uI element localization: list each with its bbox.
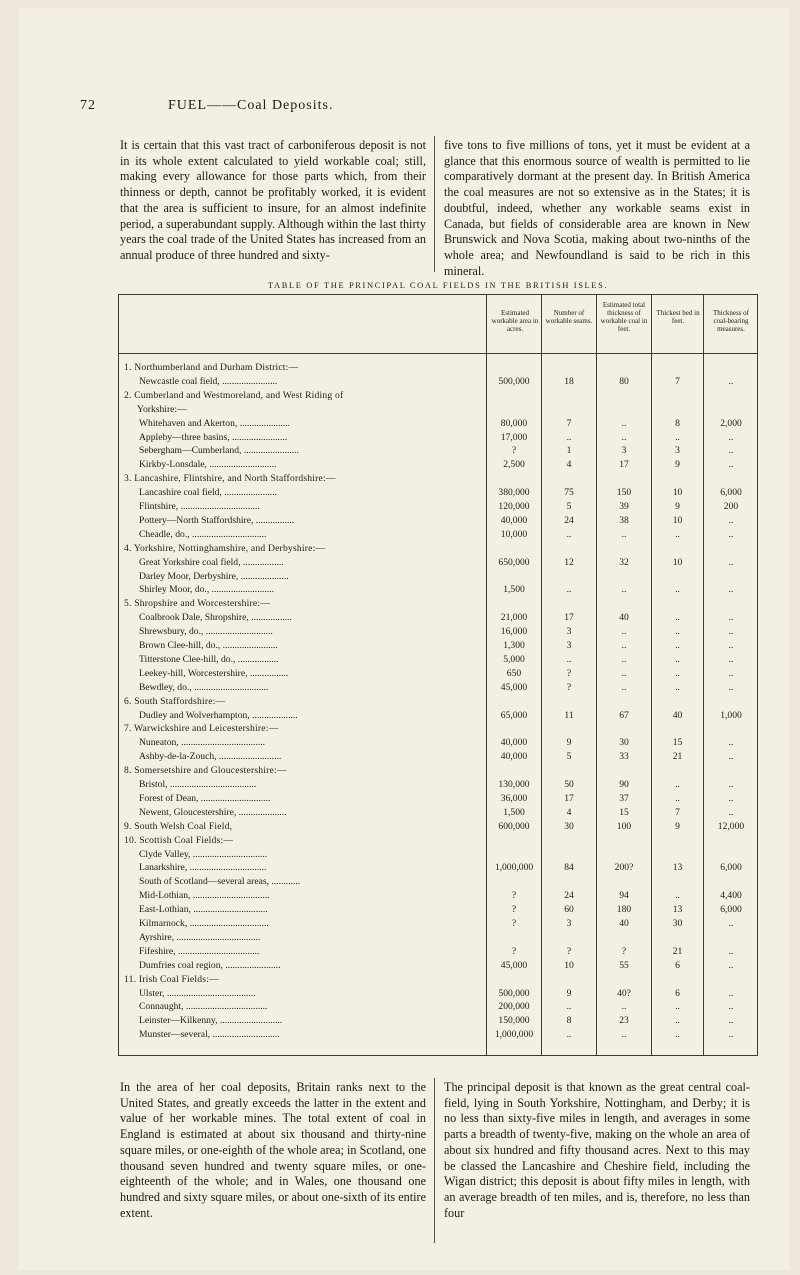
- row-value: 1,500: [503, 806, 525, 818]
- row-value: ..: [621, 653, 627, 665]
- table-header-rule: [119, 353, 757, 354]
- row-label: 7. Warwickshire and Leicestershire:—: [124, 723, 279, 735]
- row-value: 40,000: [500, 514, 528, 526]
- row-value: 7: [675, 375, 680, 387]
- row-value: 24: [564, 890, 574, 902]
- row-value: ..: [728, 806, 734, 818]
- row-value: 21,000: [500, 612, 528, 624]
- row-value: ..: [621, 431, 627, 443]
- row-value: 650: [506, 667, 522, 679]
- table-row: [119, 444, 757, 457]
- table-row: [119, 848, 757, 861]
- table-row: [119, 514, 757, 527]
- row-value: 18: [564, 375, 574, 387]
- row-value: 21: [672, 751, 683, 763]
- row-value: 5,000: [503, 653, 525, 665]
- header-coal-measures: Thickness of coal-bearing measures.: [713, 309, 749, 333]
- row-value: ..: [728, 945, 734, 957]
- row-value: 45,000: [500, 681, 528, 693]
- table-row: [119, 500, 757, 513]
- row-value: 17: [564, 792, 574, 804]
- row-value: 3: [566, 640, 572, 651]
- row-value: 2,500: [503, 459, 525, 471]
- table-row: [119, 1000, 757, 1013]
- table-row: [119, 681, 757, 694]
- row-value: 33: [619, 751, 629, 763]
- row-value: 200,000: [498, 1001, 530, 1013]
- header-total-thickness: Estimated total thickness of workable coal in feet.: [600, 301, 648, 333]
- row-value: ..: [675, 792, 680, 804]
- row-value: 6: [675, 987, 680, 999]
- row-value: 45,000: [500, 959, 528, 971]
- row-value: ..: [728, 1015, 734, 1027]
- row-value: ?: [511, 945, 517, 957]
- row-value: 80,000: [500, 417, 528, 429]
- row-value: 6,000: [720, 487, 742, 499]
- table-row: [119, 778, 757, 791]
- row-value: 1,300: [503, 640, 525, 651]
- table-row: [119, 764, 757, 777]
- table-row: [119, 597, 757, 610]
- row-value: 650,000: [498, 556, 530, 568]
- row-value: ..: [728, 459, 734, 471]
- row-label: Shrewsbury, do., ............................: [139, 626, 273, 638]
- row-value: 84: [564, 862, 574, 874]
- row-value: 36,000: [500, 792, 528, 804]
- row-value: ..: [728, 779, 734, 790]
- row-value: 10: [672, 514, 683, 526]
- row-label: Dudley and Wolverhampton, ...................: [139, 709, 298, 721]
- table-row: [119, 625, 757, 638]
- row-value: 67: [619, 709, 629, 721]
- row-label: Leinster—Kilkenny, ..........................: [139, 1015, 283, 1027]
- row-value: ..: [728, 918, 734, 929]
- header-area: Estimated workable area in acres.: [491, 309, 539, 333]
- table-row: [119, 417, 757, 430]
- row-value: 6,000: [720, 904, 742, 916]
- row-value: 3: [566, 918, 572, 929]
- row-value: 10: [564, 959, 574, 971]
- table-row: [119, 834, 757, 847]
- table-row: [119, 750, 757, 763]
- row-label: East-Lothian, ...............................: [139, 904, 268, 916]
- row-value: 5: [566, 501, 572, 512]
- running-head: [80, 98, 770, 120]
- row-value: 16,000: [500, 626, 528, 638]
- row-value: 8: [675, 417, 680, 429]
- row-value: ?: [511, 445, 517, 457]
- row-value: ..: [621, 1001, 627, 1013]
- bottom-right-paragraph: The principal deposit is that known as the great central coal-field, lying in South Yorkshire, Nottingham, and Derby; it is no less than sixty-five miles in length, and averages in some parts a breadth of twenty-five, making on the whole an area of about six hundred and fifty thousand acres. Next to this may be classed the Lancashire and Cheshire field, including the Wigan district; this deposit is about fifty miles in length, with an average breadth of ten miles, and is, therefore, no less than four: [444, 1080, 750, 1220]
- row-value: 7: [675, 806, 680, 818]
- row-value: ..: [566, 1029, 572, 1041]
- row-value: 40?: [617, 987, 631, 999]
- row-label: Clyde Valley, ...............................: [139, 848, 268, 860]
- row-label: Titterstone Clee-hill, do., .................: [139, 653, 279, 665]
- row-value: ..: [675, 1015, 680, 1027]
- row-value: 150,000: [498, 1015, 530, 1027]
- row-label: 5. Shropshire and Worcestershire:—: [124, 598, 270, 610]
- row-value: 30: [672, 918, 683, 929]
- row-value: 12,000: [717, 820, 745, 832]
- row-label: Bristol, ....................................: [139, 779, 257, 790]
- table-row: [119, 959, 757, 972]
- row-value: ..: [728, 584, 734, 596]
- row-label: 1. Northumberland and Durham District:—: [124, 362, 299, 373]
- row-value: ..: [621, 667, 627, 679]
- row-value: ..: [675, 640, 680, 651]
- row-value: ..: [728, 1001, 734, 1013]
- row-label: 11. Irish Coal Fields:—: [124, 973, 219, 985]
- table-row: [119, 431, 757, 444]
- row-label: 6. South Staffordshire:—: [124, 695, 226, 707]
- bottom-left-paragraph: In the area of her coal deposits, Britain ranks next to the United States, and greatly exceeds the latter in the extent and value of her workable mines. The total extent of coal in England is estimated at about six thousand and thirty-nine square miles, or one-eighth of the whole area; in Scotland, one thousand seven hundred and twenty square miles, or one-eighteenth of the whole; and in Wales, one thousand one hundred and sixty square miles, or about one-sixth of its entire extent.: [120, 1080, 426, 1220]
- row-value: 75: [564, 487, 574, 499]
- page: [18, 8, 790, 1270]
- table-row: [119, 556, 757, 569]
- table-row: [119, 903, 757, 916]
- row-value: ..: [566, 584, 572, 596]
- row-value: 65,000: [500, 709, 528, 721]
- row-value: 80: [619, 375, 629, 387]
- row-value: ..: [566, 653, 572, 665]
- row-value: 200: [723, 501, 739, 512]
- row-label: Fifeshire, ..................................: [139, 945, 260, 957]
- table-row: [119, 875, 757, 888]
- row-value: ?: [621, 945, 627, 957]
- row-value: 150: [616, 487, 632, 499]
- row-value: ..: [728, 1029, 734, 1041]
- row-value: ..: [621, 640, 627, 651]
- row-value: 4: [566, 459, 572, 471]
- row-value: ..: [566, 1001, 572, 1013]
- row-label: Ulster, .....................................: [139, 987, 256, 999]
- row-value: ..: [728, 653, 734, 665]
- row-value: 32: [619, 556, 629, 568]
- row-label: Brown Clee-hill, do., .......................: [139, 640, 278, 651]
- row-value: 40: [619, 612, 629, 624]
- row-value: ..: [728, 612, 734, 624]
- row-label: Whitehaven and Akerton, .....................: [139, 417, 291, 429]
- row-label: Lanarkshire, ................................: [139, 862, 267, 874]
- row-value: 9: [675, 501, 680, 512]
- row-value: 100: [616, 820, 632, 832]
- row-label: Dumfries coal region, .......................: [139, 959, 281, 971]
- table-row: [119, 472, 757, 485]
- column-divider-top: [434, 136, 435, 272]
- row-value: 9: [566, 987, 572, 999]
- row-value: 40: [672, 709, 683, 721]
- row-value: ..: [728, 626, 734, 638]
- row-value: ..: [728, 667, 734, 679]
- row-value: 1,500: [503, 584, 525, 596]
- row-value: 9: [675, 820, 680, 832]
- row-value: ..: [728, 792, 734, 804]
- row-label: Lancashire coal field, ......................: [139, 487, 277, 499]
- row-value: 40,000: [500, 737, 528, 749]
- row-value: ..: [675, 431, 680, 443]
- table-row: [119, 722, 757, 735]
- table-row: [119, 945, 757, 958]
- row-value: ..: [728, 959, 734, 971]
- row-value: ..: [728, 737, 734, 749]
- row-value: 94: [619, 890, 629, 902]
- row-value: 1: [566, 445, 572, 457]
- row-value: 23: [619, 1015, 629, 1027]
- table-row: [119, 639, 757, 652]
- row-value: 6,000: [720, 862, 742, 874]
- row-value: ..: [675, 667, 680, 679]
- row-label: Forest of Dean, .............................: [139, 792, 271, 804]
- row-value: ..: [675, 1029, 680, 1041]
- row-value: 30: [564, 820, 574, 832]
- row-value: 600,000: [498, 820, 530, 832]
- row-value: 3: [675, 445, 680, 457]
- row-value: 500,000: [498, 987, 530, 999]
- table-row: [119, 709, 757, 722]
- table-row: [119, 917, 757, 930]
- table-row: [119, 458, 757, 471]
- row-value: ..: [675, 1001, 680, 1013]
- table-row: [119, 361, 757, 374]
- row-value: ..: [621, 417, 627, 429]
- table-row: [119, 375, 757, 388]
- row-value: 17: [564, 612, 574, 624]
- row-value: 90: [619, 779, 629, 790]
- row-value: ?: [511, 890, 517, 902]
- row-value: ..: [728, 556, 734, 568]
- row-value: ..: [675, 626, 680, 638]
- row-value: 10: [672, 556, 683, 568]
- row-label: Shirley Moor, do., ..........................: [139, 584, 274, 596]
- row-value: ..: [621, 1029, 627, 1041]
- table-row: [119, 889, 757, 902]
- header-seams: Number of workable seams.: [545, 309, 593, 325]
- row-value: 380,000: [498, 487, 530, 499]
- row-value: 500,000: [498, 375, 530, 387]
- row-label: 10. Scottish Coal Fields:—: [124, 834, 234, 846]
- table-row: [119, 542, 757, 555]
- row-label: Bewdley, do., ...............................: [139, 681, 269, 693]
- table-row: [119, 695, 757, 708]
- row-value: 1,000,000: [494, 1029, 534, 1041]
- row-value: ..: [675, 612, 680, 624]
- row-value: 24: [564, 514, 574, 526]
- table-row: [119, 611, 757, 624]
- row-value: 3: [566, 626, 572, 638]
- row-label: 8. Somersetshire and Gloucestershire:—: [124, 765, 287, 777]
- row-label: Newcastle coal field, .......................: [139, 375, 278, 387]
- row-value: ?: [566, 667, 572, 679]
- row-value: 6: [675, 959, 680, 971]
- row-value: ..: [675, 681, 680, 693]
- row-value: 38: [619, 514, 629, 526]
- row-value: 21: [672, 945, 683, 957]
- row-value: 1,000,000: [494, 862, 534, 874]
- row-value: ..: [728, 528, 734, 540]
- row-value: 15: [672, 737, 683, 749]
- row-value: 13: [672, 904, 683, 916]
- table-row: [119, 987, 757, 1000]
- row-value: ..: [566, 528, 572, 540]
- row-value: 4: [566, 806, 572, 818]
- table-row: [119, 973, 757, 986]
- row-value: 130,000: [498, 779, 530, 790]
- row-label: Newent, Gloucestershire, ....................: [139, 806, 287, 818]
- table-row: [119, 806, 757, 819]
- row-label: 2. Cumberland and Westmoreland, and West Riding of: [124, 389, 344, 401]
- row-value: 9: [675, 459, 680, 471]
- row-value: ..: [728, 640, 734, 651]
- row-value: ..: [621, 528, 627, 540]
- row-value: ..: [621, 681, 627, 693]
- row-value: 4,400: [720, 890, 742, 902]
- row-value: ?: [511, 918, 517, 929]
- table-row: [119, 667, 757, 680]
- table-row: [119, 403, 757, 416]
- table-row: [119, 792, 757, 805]
- row-value: 1,000: [720, 709, 742, 721]
- table-row: [119, 570, 757, 583]
- table-row: [119, 583, 757, 596]
- row-label: Cheadle, do., ...............................: [139, 528, 267, 540]
- row-value: 200?: [614, 862, 634, 874]
- row-value: 30: [619, 737, 629, 749]
- row-label: Ashby-de-la-Zouch, ..........................: [139, 751, 282, 763]
- table-row: [119, 736, 757, 749]
- header-thickest-bed: Thickest bed in feet.: [656, 309, 700, 325]
- row-label: Kilmarnock, .................................: [139, 918, 269, 929]
- row-value: ..: [728, 375, 734, 387]
- row-label: Ayrshire, ...................................: [139, 931, 261, 943]
- row-value: 17,000: [500, 431, 528, 443]
- table-row: [119, 931, 757, 944]
- row-label: Pottery—North Staffordshire, ................: [139, 514, 295, 526]
- row-label: Leekey-hill, Worcestershire, ................: [139, 667, 289, 679]
- row-value: ..: [621, 626, 627, 638]
- row-label: Connaught, ..................................: [139, 1001, 268, 1013]
- row-value: ..: [728, 514, 734, 526]
- row-value: ..: [728, 751, 734, 763]
- row-value: ..: [621, 584, 627, 596]
- row-label: Flintshire, .................................: [139, 501, 260, 512]
- table-row: [119, 528, 757, 541]
- row-label: South of Scotland—several areas, ............: [139, 876, 301, 888]
- row-label: Nuneaton, ...................................: [139, 737, 266, 749]
- table-row: [119, 653, 757, 666]
- row-label: Yorkshire:—: [137, 403, 187, 415]
- row-value: 10: [672, 487, 683, 499]
- row-value: 120,000: [498, 501, 530, 512]
- row-value: 9: [566, 737, 572, 749]
- row-value: 40,000: [500, 751, 528, 763]
- row-value: ?: [566, 945, 572, 957]
- row-value: 8: [566, 1015, 572, 1027]
- row-value: 2,000: [720, 417, 742, 429]
- row-value: 12: [564, 556, 574, 568]
- row-value: ..: [728, 431, 734, 443]
- row-value: 10,000: [500, 528, 528, 540]
- table-row: [119, 1028, 757, 1041]
- running-title: FUEL——Coal Deposits.: [168, 98, 334, 113]
- table-row: [119, 820, 757, 833]
- row-value: ..: [728, 987, 734, 999]
- table-row: [119, 1014, 757, 1027]
- row-value: ..: [728, 681, 734, 693]
- row-value: ?: [566, 681, 572, 693]
- row-value: 60: [564, 904, 574, 916]
- row-value: 180: [616, 904, 632, 916]
- row-value: ..: [675, 528, 680, 540]
- row-label: Great Yorkshire coal field, .................: [139, 556, 284, 568]
- row-label: Darley Moor, Derbyshire, ....................: [139, 570, 289, 582]
- row-value: ..: [675, 653, 680, 665]
- row-value: 50: [564, 779, 574, 790]
- row-value: 13: [672, 862, 683, 874]
- row-label: 3. Lancashire, Flintshire, and North Staffordshire:—: [124, 473, 336, 485]
- row-value: 40: [619, 918, 629, 929]
- row-value: 39: [619, 501, 629, 512]
- row-value: ..: [728, 445, 734, 457]
- row-label: Munster—several, ............................: [139, 1029, 280, 1041]
- top-right-paragraph: five tons to five millions of tons, yet it must be evident at a glance that this enormous source of wealth is permitted to lie comparatively dormant at the present day. In British America the coal measures are not so extensive as in the States; it is doubtful, indeed, whether any workable seams exist in Canada, but fields of considerable area are known in New Brunswick and Nova Scotia, making about two-ninths of the whole area; and Newfoundland is said to be rich in this mineral.: [444, 138, 750, 278]
- row-label: Mid-Lothian, ................................: [139, 890, 270, 902]
- row-value: ..: [566, 431, 572, 443]
- column-divider-bottom: [434, 1078, 435, 1243]
- table-row: [119, 486, 757, 499]
- table-title: TABLE OF THE PRINCIPAL COAL FIELDS IN THE BRITISH ISLES.: [267, 280, 609, 290]
- row-value: 55: [619, 959, 629, 971]
- row-label: 4. Yorkshire, Nottinghamshire, and Derbyshire:—: [124, 542, 326, 554]
- row-value: 17: [619, 459, 629, 471]
- row-value: ..: [675, 890, 680, 902]
- row-value: ..: [675, 584, 680, 596]
- row-value: ?: [511, 904, 517, 916]
- row-value: 5: [566, 751, 572, 763]
- row-value: 11: [564, 709, 574, 721]
- row-label: Kirkby-Lonsdale, ............................: [139, 459, 277, 471]
- row-value: ..: [675, 779, 680, 790]
- table-row: [119, 861, 757, 874]
- row-value: 37: [619, 792, 629, 804]
- row-label: 9. South Welsh Coal Field,: [124, 820, 233, 832]
- coal-fields-table: [118, 294, 758, 1056]
- row-label: Coalbrook Dale, Shropshire, .................: [139, 612, 292, 624]
- row-label: Appleby—three basins, .......................: [139, 431, 288, 443]
- page-number: 72: [80, 98, 96, 113]
- row-value: 7: [566, 417, 572, 429]
- table-row: [119, 389, 757, 402]
- row-label: Sebergham—Cumberland, .......................: [139, 445, 299, 457]
- row-value: 15: [619, 806, 629, 818]
- top-left-paragraph: It is certain that this vast tract of carboniferous deposit is not in its whole extent calculated to yield workable coal; still, making every allowance for those parts which, from their thinness or depth, cannot be profitably worked, it is evident that the area is sufficient to insure, for an almost indefinite period, a superabundant supply. Although within the last thirty years the coal trade of the United States has increased from an annual produce of three hundred and sixty-: [120, 138, 426, 262]
- row-value: 3: [621, 445, 627, 457]
